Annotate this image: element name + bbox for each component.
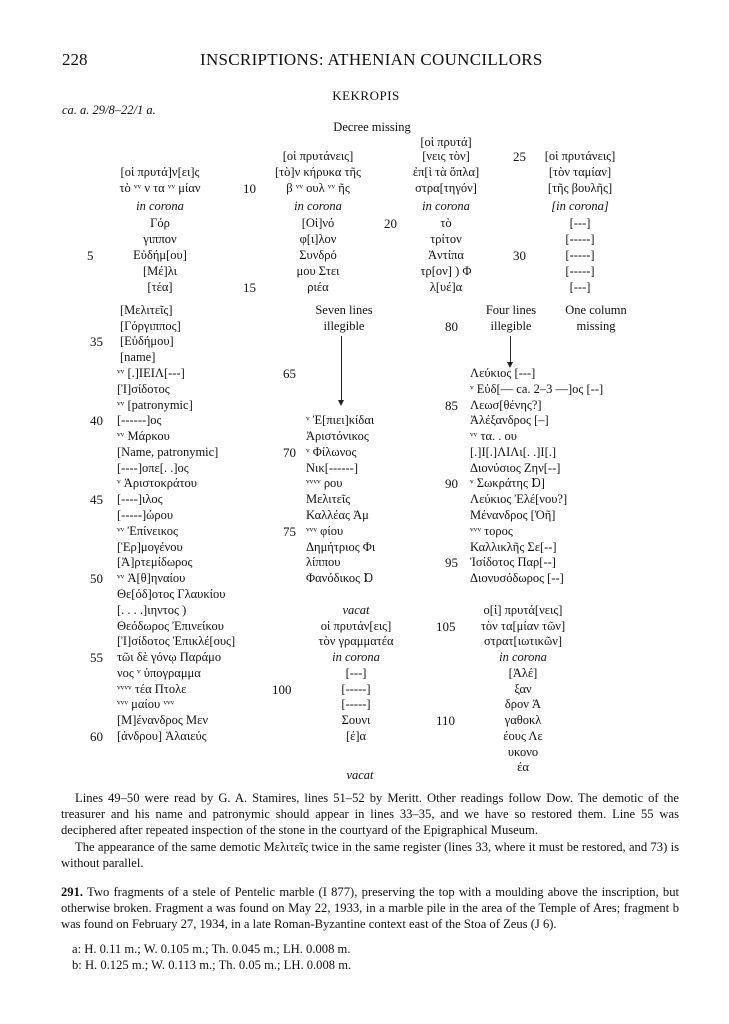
in-corona-label: [in corona] <box>551 199 609 213</box>
inscription-line: [-----] <box>341 682 371 696</box>
inscription-line: β ᵛᵛ ουλ ᵛᵛ ῆς <box>286 181 350 195</box>
line-number: 75 <box>283 524 296 539</box>
inscription-line: [---] <box>569 216 591 230</box>
line-number: 55 <box>90 650 103 665</box>
inscription-line: [οἱ πρυτά]ν[ει]ς <box>120 165 200 179</box>
line-number: 35 <box>90 334 103 349</box>
inscription-line: οἱ πρυτάν[εις] <box>320 619 392 633</box>
commentary-paragraph: Lines 49–50 were read by G. A. Stamires, lines 51–52 by Meritt. Other readings follow Dow. The demotic of the treasurer and his name and patronymic should appear in lines 33–35, and we have so restored them. Line 55 was deciphered after repeated inspection of the stone in the courtyard of the Epigraphical Museum. <box>61 791 679 837</box>
inscription-line: στρα[τηγόν] <box>415 181 477 195</box>
in-corona-label: in corona <box>499 650 547 664</box>
inscription-line: [----]ιλος <box>117 492 163 506</box>
inscription-line: τὸ ᵛᵛ ν τα ᵛᵛ μίαν <box>119 181 201 195</box>
inscription-line: [---] <box>569 280 591 294</box>
inscription-line: [τὸν ταμίαν] <box>548 165 612 179</box>
in-corona-label: in corona <box>136 199 184 213</box>
inscription-line: τὸν τα[μίαν τῶν] <box>480 619 566 633</box>
inscription-line: ᵛᵛᵛᵛ ρου <box>306 476 343 490</box>
inscription-line: [------]ος <box>117 413 162 427</box>
inscription-line: ἐπ[ὶ τὰ ὅπλα] <box>412 165 480 179</box>
inscription-line: [name] <box>120 350 156 364</box>
date-line: ca. a. 29/8–22/1 a. <box>62 103 156 117</box>
inscription-line: [Εὐδήμου] <box>120 334 174 348</box>
in-corona-label: in corona <box>294 199 342 213</box>
inscription-line: [Ἀ]ρτεμίδωρος <box>117 555 193 569</box>
inscription-line: ᵛ Ἐ[πιει]κίδαι <box>306 413 375 427</box>
inscription-line: τῶι δὲ γόνῳ Παράμο <box>117 650 222 664</box>
inscription-line: [Ἰ]σίδοτος <box>117 382 170 396</box>
running-title: INSCRIPTIONS: ATHENIAN COUNCILLORS <box>200 50 543 69</box>
line-number: 105 <box>436 619 456 634</box>
in-corona-label: in corona <box>332 650 380 664</box>
inscription-line: ᵛ Εὐδ[— ca. 2–3 —]ος [--] <box>470 382 604 396</box>
inscription-line: Ἀντίπα <box>428 248 464 262</box>
line-number: 100 <box>272 682 292 697</box>
inscription-line: [Γόργιππος] <box>120 319 181 333</box>
line-number: 60 <box>90 729 103 744</box>
inscription-line: ᵛᵛ Μάρκου <box>117 429 170 443</box>
inscription-line: ᵛ Σωκράτης Ɒ] <box>470 476 545 490</box>
line-number: 110 <box>436 713 456 728</box>
line-number: 25 <box>513 149 526 164</box>
line-number: 95 <box>445 555 458 570</box>
inscription-line: [-----] <box>341 697 371 711</box>
inscription-line: [Μελιτεῖς] <box>120 303 173 317</box>
inscription-line: λίππου <box>306 555 341 569</box>
fragment-a-dimensions: a: H. 0.11 m.; W. 0.105 m.; Th. 0.045 m.; LH. 0.008 m. <box>72 942 351 956</box>
inscription-line: ᵛᵛᵛ μαίου ᵛᵛᵛ <box>117 697 175 711</box>
inscription-line: [τέα] <box>147 280 173 294</box>
line-number: 90 <box>445 476 458 491</box>
line-number: 80 <box>445 319 458 334</box>
inscription-line: [άνδρου] Ἁλαιεύς <box>117 729 207 743</box>
inscription-line: Νικ[------] <box>306 461 358 475</box>
line-number: 20 <box>384 216 397 231</box>
inscription-line: έους Λε <box>503 729 543 743</box>
section-title: KEKROPIS <box>332 88 400 103</box>
inscription-line: [-----] <box>565 248 595 262</box>
line-number: 40 <box>90 413 103 428</box>
missing-note: missing <box>576 319 616 333</box>
inscription-line: Θεόδωρος Ἐπινείκου <box>117 619 224 633</box>
line-number: 85 <box>445 398 458 413</box>
line-number: 65 <box>283 366 296 381</box>
inscription-line: έα <box>517 760 529 774</box>
inscription-line: [. . . .]ιηντος ) <box>117 603 187 617</box>
inscription-line: [Οἰ]νό <box>301 216 335 230</box>
inscription-line: ᵛ Ἀριστοκράτου <box>117 476 197 490</box>
inscription-line: Γόρ <box>150 216 170 230</box>
inscription-line: [Μέ]λι <box>143 264 177 278</box>
inscription-line: [----]οπε[. .]ος <box>117 461 189 475</box>
inscription-line: Ἰσίδοτος Παρ[--] <box>470 555 556 569</box>
inscription-line: [---] <box>345 666 367 680</box>
inscription-line: Καλλικλῆς Σε[--] <box>470 540 557 554</box>
inscription-line: τρίτον <box>430 232 462 246</box>
inscription-line: ξαν <box>514 682 532 696</box>
fragment-b-dimensions: b: H. 0.125 m.; W. 0.113 m.; Th. 0.05 m.; LH. 0.008 m. <box>72 958 352 972</box>
inscription-line: νος ᵛ ὑπογραμμα <box>117 666 201 680</box>
inscription-line: ο[ἱ] πρυτά[νεις] <box>483 603 563 617</box>
inscription-line: γιππον <box>143 232 177 246</box>
inscription-line: Λεωσ[θένης?] <box>470 398 542 412</box>
inscription-line: [Ἰ]σίδοτος Ἐπικλέ[ους] <box>117 634 236 648</box>
inscription-line: ᵛᵛ [patronymic] <box>117 398 193 412</box>
inscription-line: ᵛᵛ τα. . ου <box>470 429 517 443</box>
inscription-line: [-----] <box>565 232 595 246</box>
decree-missing: Decree missing <box>333 120 411 134</box>
seven-lines-note: Seven lines <box>315 303 373 317</box>
inscription-line: Εὐδήμ[ου] <box>133 248 187 262</box>
line-number: 30 <box>513 248 526 263</box>
line-number: 10 <box>243 181 256 196</box>
inscription-line: Καλλέας Ἀμ <box>306 508 369 522</box>
inscription-line: Λεύκιος Ἐλέ[νου?] <box>470 492 568 506</box>
arrow-line <box>341 336 342 400</box>
inscription-line: μου Στει <box>296 264 340 278</box>
four-lines-note: Four lines <box>485 303 537 317</box>
inscription-line: [νεις τὸν] <box>422 149 470 163</box>
inscription-line: ᵛᵛ [.]ΙΕΙΛ[---] <box>117 366 185 380</box>
line-number: 70 <box>283 445 296 460</box>
inscription-line: τὸν γραμματέα <box>318 634 394 648</box>
inscription-line: [Μ]ένανδρος Μεν <box>117 713 209 727</box>
inscription-line: [οἱ πρυτάνεις] <box>282 149 354 163</box>
inscription-line: [τὸ]ν κήρυκα τῆς <box>274 165 362 179</box>
inscription-line: Σουνι <box>341 713 371 727</box>
inscription-line: [Ἀλέ] <box>508 666 538 680</box>
inscription-line: Συνδρό <box>299 248 337 262</box>
entry-description: Two fragments of a stele of Pentelic marble (I 877), preserving the top with a moulding above the inscription, but otherwise broken. Fragment a was found on May 22, 1933, in a marble pile in the area of the Temple of Ares; fragment b was found on February 27, 1934, in a late Roman-Byzantine context east of the Stoa of Zeus (J 6). <box>61 885 680 931</box>
commentary-paragraph: The appearance of the same demotic Μελιτεῖς twice in the same register (lines 33, where it must be restored, and 73) is without parallel. <box>61 840 679 870</box>
arrow-line <box>510 336 511 362</box>
inscription-line: ριέα <box>307 280 329 294</box>
inscription-line: [τῆς βουλῆς] <box>547 181 613 195</box>
inscription-line: Διονυσόδωρος [--] <box>470 571 564 585</box>
vacat-label: vacat <box>346 768 374 782</box>
vacat-label: vacat <box>342 603 370 617</box>
inscription-line: ᵛᵛᵛᵛ τέα Πτολε <box>117 682 187 696</box>
in-corona-label: in corona <box>422 199 470 213</box>
inscription-line: Ἀριστόνικος <box>306 429 369 443</box>
inscription-line: στρατ[ιωτικῶν] <box>483 634 563 648</box>
inscription-line: ᵛ Φίλωνος <box>306 445 357 459</box>
inscription-line: [Ἑρ]μογένου <box>117 540 183 554</box>
inscription-line: Μένανδρος [Ὀῆ] <box>470 508 556 522</box>
inscription-line: Διονύσιος Ζην[--] <box>470 461 561 475</box>
inscription-line: δρον Ἀ <box>504 697 542 711</box>
inscription-line: [Name, patronymic] <box>117 445 219 459</box>
inscription-line: [.]Ι[.]ΛΙΛι[. .]Ι[.] <box>470 445 557 459</box>
entry-number: 291. <box>61 885 84 899</box>
line-number: 45 <box>90 492 103 507</box>
inscription-line: ᵛᵛᵛ φίου <box>306 524 344 538</box>
inscription-line: [-----] <box>565 264 595 278</box>
inscription-line: τὸ <box>440 216 452 230</box>
inscription-line: [-----]ώρου <box>117 508 174 522</box>
inscription-line: Δημήτριος Φι <box>306 540 376 554</box>
illegible-note: illegible <box>323 319 365 333</box>
inscription-line: [έ]α <box>345 729 367 743</box>
inscription-line: Λεύκιος [---] <box>470 366 536 380</box>
inscription-line: φ[ι]λον <box>299 232 337 246</box>
entry-291 <box>61 885 679 932</box>
inscription-line: ᵛᵛ Ἀ[θ]ηναίου <box>117 571 186 585</box>
line-number: 50 <box>90 571 103 586</box>
inscription-line: γαθοκλ <box>504 713 542 727</box>
one-column-note: One column <box>565 303 627 317</box>
inscription-line: Θε[όδ]οτος Γλαυκίου <box>117 587 226 601</box>
inscription-line: υκονο <box>507 745 539 759</box>
inscription-line: τρ[ον] ) Φ <box>420 264 472 278</box>
line-number: 15 <box>243 280 256 295</box>
inscription-line: λ[υέ]α <box>429 280 463 294</box>
inscription-line: [οἱ πρυτά] <box>420 135 472 149</box>
page-number: 228 <box>62 50 88 69</box>
inscription-line: Ἀλέξανδρος [–] <box>470 413 549 427</box>
inscription-line: [οἱ πρυτάνεις] <box>544 149 616 163</box>
inscription-line: ᵛᵛᵛ τορος <box>470 524 513 538</box>
inscription-line: Μελιτεῖς <box>306 492 351 506</box>
illegible-note: illegible <box>490 319 532 333</box>
inscription-line: Φανόδικος Ɒ <box>306 571 373 585</box>
line-number: 5 <box>87 248 94 263</box>
arrow-head-icon <box>338 400 344 406</box>
inscription-line: ᵛᵛ Ἐπίνεικος <box>117 524 178 538</box>
